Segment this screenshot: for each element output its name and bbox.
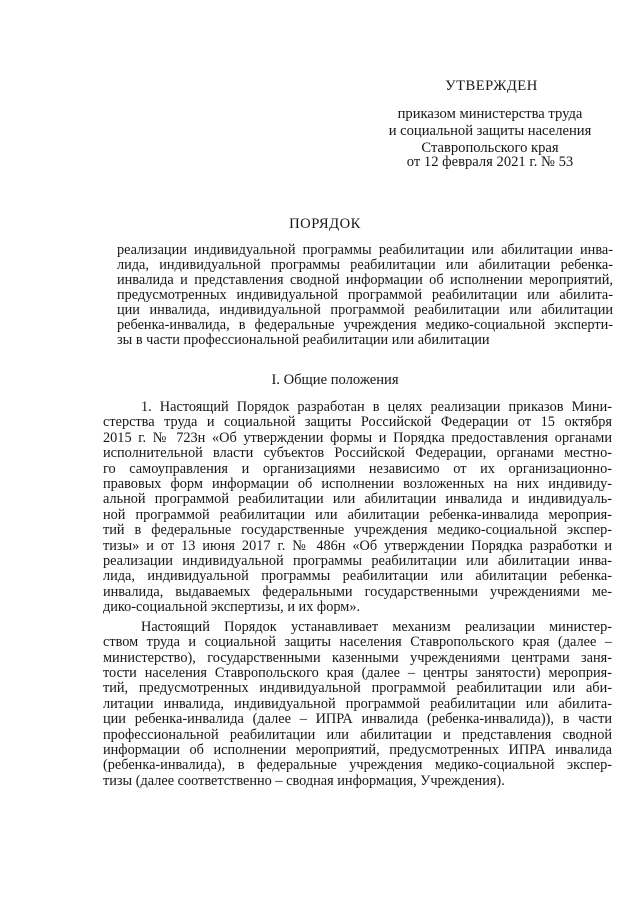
paragraph-line: дико-социальной экспертизы, и их форм».: [103, 599, 361, 616]
approval-line: приказом министерства труда: [397, 106, 583, 122]
paragraph-line: тости населения Ставропольского края (далее – центры занятости) мероприя-: [103, 664, 612, 681]
paragraph-line: литации инвалида, индивидуальной программой реабилитации или абилита-: [103, 695, 612, 712]
subtitle-line: инвалида и представления сводной информации об исполнении мероприятий,: [117, 272, 613, 288]
paragraph-line: профессиональной реабилитации или абилитации и представления сводной: [103, 726, 612, 743]
paragraph-line: 1. Настоящий Порядок разработан в целях реализации приказов Мини-: [141, 399, 612, 415]
document-title: ПОРЯДОК: [289, 216, 361, 232]
paragraph-2: [103, 620, 612, 789]
paragraph-line: ством труда и социальной защиты населения Ставропольского края (далее –: [103, 634, 612, 651]
subtitle-line: предусмотренных индивидуальной программой реабилитации или абилита-: [117, 287, 613, 303]
subtitle-line: ребенка-инвалида, в федеральные учреждения медико-социальной эксперти-: [117, 317, 613, 333]
section-heading: I. Общие положения: [271, 372, 399, 388]
approval-date: от 12 февраля 2021 г. № 53: [406, 154, 574, 170]
paragraph-line: тий в федеральные государственные учреждения медико-социальной экспер-: [103, 522, 612, 539]
approval-order-block: [350, 106, 630, 157]
subtitle-line: лида, индивидуальной программы реабилитации или абилитации ребенка-: [117, 257, 613, 273]
paragraph-1: [103, 400, 612, 616]
paragraph-line: лида, индивидуальной программы реабилитации или абилитации ребенка-: [103, 568, 612, 585]
paragraph-line: (ребенка-инвалида), в федеральные учреждения медико-социальной экспер-: [103, 757, 612, 774]
approval-heading: УТВЕРЖДЕН: [445, 78, 538, 94]
paragraph-line: информации об исполнении мероприятий, предусмотренных ИПРА инвалида: [103, 741, 612, 758]
subtitle-line: реализации индивидуальной программы реабилитации или абилитации инва-: [117, 242, 613, 258]
paragraph-line: альной программой реабилитации или абилитации инвалида и индивидуаль-: [103, 491, 612, 508]
paragraph-line: тизы (далее соответственно – сводная информация, Учреждения).: [103, 772, 505, 789]
paragraph-line: исполнительной власти субъектов Российской Федерации, органами местно-: [103, 445, 612, 462]
paragraph-line: министерство), государственными казенными учреждениями центрами заня-: [103, 649, 612, 666]
subtitle-line: зы в части профессиональной реабилитации или абилитации: [117, 332, 490, 348]
paragraph-line: ной программой реабилитации или абилитации ребенка-инвалида мероприя-: [103, 506, 612, 523]
paragraph-line: тизы» и от 13 июня 2017 г. № 486н «Об утверждении Порядка разработки и: [103, 537, 612, 554]
paragraph-line: го самоуправления и организациями независимо от их организационно-: [103, 460, 612, 477]
document-subtitle: [117, 243, 613, 348]
approval-stamp: [350, 78, 630, 170]
body-text: [103, 400, 612, 789]
subtitle-line: ции инвалида, индивидуальной программой реабилитации или абилитации: [117, 302, 613, 318]
paragraph-line: стерства труда и социальной защиты Российской Федерации от 15 октября: [103, 414, 612, 431]
paragraph-line: правовых форм информации об исполнении возложенных на них индивиду-: [103, 476, 612, 493]
paragraph-line: ции ребенка-инвалида (далее – ИПРА инвалида (ребенка-инвалида)), в части: [103, 711, 612, 728]
paragraph-line: инвалида, выдаваемых федеральными государственными учреждениями ме-: [103, 583, 612, 600]
paragraph-line: тий, предусмотренных индивидуальной программой реабилитации или аби-: [103, 680, 612, 697]
paragraph-line: Настоящий Порядок устанавливает механизм реализации министер-: [141, 618, 612, 635]
approval-line: Ставропольского края: [421, 140, 559, 156]
paragraph-line: реализации индивидуальной программы реабилитации или абилитации инва-: [103, 553, 612, 570]
approval-line: и социальной защиты населения: [388, 123, 592, 139]
paragraph-line: 2015 г. № 723н «Об утверждении формы и Порядка предоставления органами: [103, 429, 612, 446]
